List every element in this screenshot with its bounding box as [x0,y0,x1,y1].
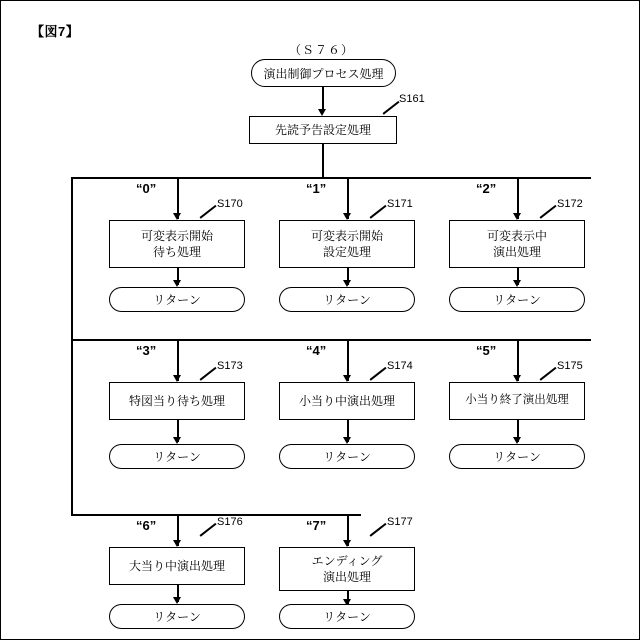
leader-s170 [200,205,217,218]
arrowhead-branch-5 [513,375,521,382]
node-return-5-label: リターン [493,450,541,464]
node-s176 [109,547,245,585]
node-start-label: 演出制御プロセス処理 [263,66,384,81]
arrowhead-branch-6 [173,540,181,547]
arrowhead-s172-return [513,280,521,287]
node-return-3 [109,444,245,469]
arrowhead-s174-return [343,437,351,444]
node-s161 [249,116,397,144]
leader-s161 [383,101,400,114]
bus-row1 [71,177,591,179]
leader-s176 [200,523,217,536]
branch-case-4: “4” [306,343,327,358]
node-return-6-label: リターン [153,610,201,624]
leader-s174 [370,367,387,380]
branch-case-2: “2” [476,181,497,196]
node-return-2 [449,287,585,312]
arrowhead-s170-return [173,280,181,287]
node-s175 [449,382,585,420]
node-s170-line1: 可変表示開始 [140,228,213,243]
node-return-1 [279,287,415,312]
node-return-0 [109,287,245,312]
node-s161-label: 先読予告設定処理 [274,122,371,137]
branch-case-7: “7” [306,518,327,533]
node-s173-line1: 特図当り待ち処理 [128,393,225,408]
branch-case-3: “3” [136,343,157,358]
leader-s173 [200,367,217,380]
node-return-6 [109,604,245,629]
arrowhead-s176-return [173,597,181,604]
arrowhead-branch-4 [343,375,351,382]
branch-case-0: “0” [136,181,157,196]
node-return-4 [279,444,415,469]
node-return-2-label: リターン [493,293,541,307]
node-s171-line2: 設定処理 [322,245,371,259]
step-label-s175: S175 [557,360,583,372]
arrowhead-s171-return [343,280,351,287]
node-s177-line1: エンディング [311,553,383,568]
branch-case-1: “1” [306,181,327,196]
arrowhead-start-to-s161 [318,109,326,116]
node-return-4-label: リターン [323,450,371,464]
arrowhead-branch-0 [173,213,181,220]
node-s174-line1: 小当り中演出処理 [298,393,395,408]
node-s177 [279,547,415,591]
branch-case-6: “6” [136,518,157,533]
node-s172 [449,220,585,268]
step-label-s176: S176 [217,516,243,528]
bus-row2 [71,339,591,341]
node-return-5 [449,444,585,469]
leader-s175 [540,367,557,380]
node-return-7 [279,604,415,629]
bus-left-spine [71,177,73,515]
step-label-s171: S171 [387,198,413,210]
arrowhead-s175-return [513,437,521,444]
node-s173 [109,382,245,420]
node-s172-line2: 演出処理 [492,245,541,259]
step-label-s172: S172 [557,198,583,210]
node-s175-line1: 小当り終了演出処理 [465,394,569,407]
leader-s171 [370,205,387,218]
node-s172-line1: 可変表示中 [486,228,547,243]
arrowhead-branch-3 [173,375,181,382]
leader-s177 [370,523,387,536]
arrowhead-s173-return [173,437,181,444]
node-s174 [279,382,415,420]
arrowhead-branch-2 [513,213,521,220]
bus-row3 [71,514,361,516]
step-label-s174: S174 [387,360,413,372]
node-s171 [279,220,415,268]
step-label-s170: S170 [217,198,243,210]
node-s170-line2: 待ち処理 [152,245,201,259]
process-code-label: （Ｓ７６） [289,43,355,57]
step-label-s161: S161 [399,93,425,105]
step-label-s173: S173 [217,360,243,372]
step-label-s177: S177 [387,516,413,528]
leader-s172 [540,205,557,218]
node-s177-line2: 演出処理 [322,570,371,584]
figure-number-label: 【図7】 [31,24,80,39]
connector-s161-to-bus [322,144,324,177]
arrowhead-branch-7 [343,540,351,547]
branch-case-5: “5” [476,343,497,358]
node-return-3-label: リターン [153,450,201,464]
node-start [251,59,396,87]
node-return-1-label: リターン [323,293,371,307]
node-return-0-label: リターン [153,293,201,307]
connector-start-to-s161 [322,87,324,111]
node-s176-line1: 大当り中演出処理 [128,558,225,573]
node-s170 [109,220,245,268]
node-return-7-label: リターン [323,610,371,624]
arrowhead-branch-1 [343,213,351,220]
node-s171-line1: 可変表示開始 [310,228,383,243]
